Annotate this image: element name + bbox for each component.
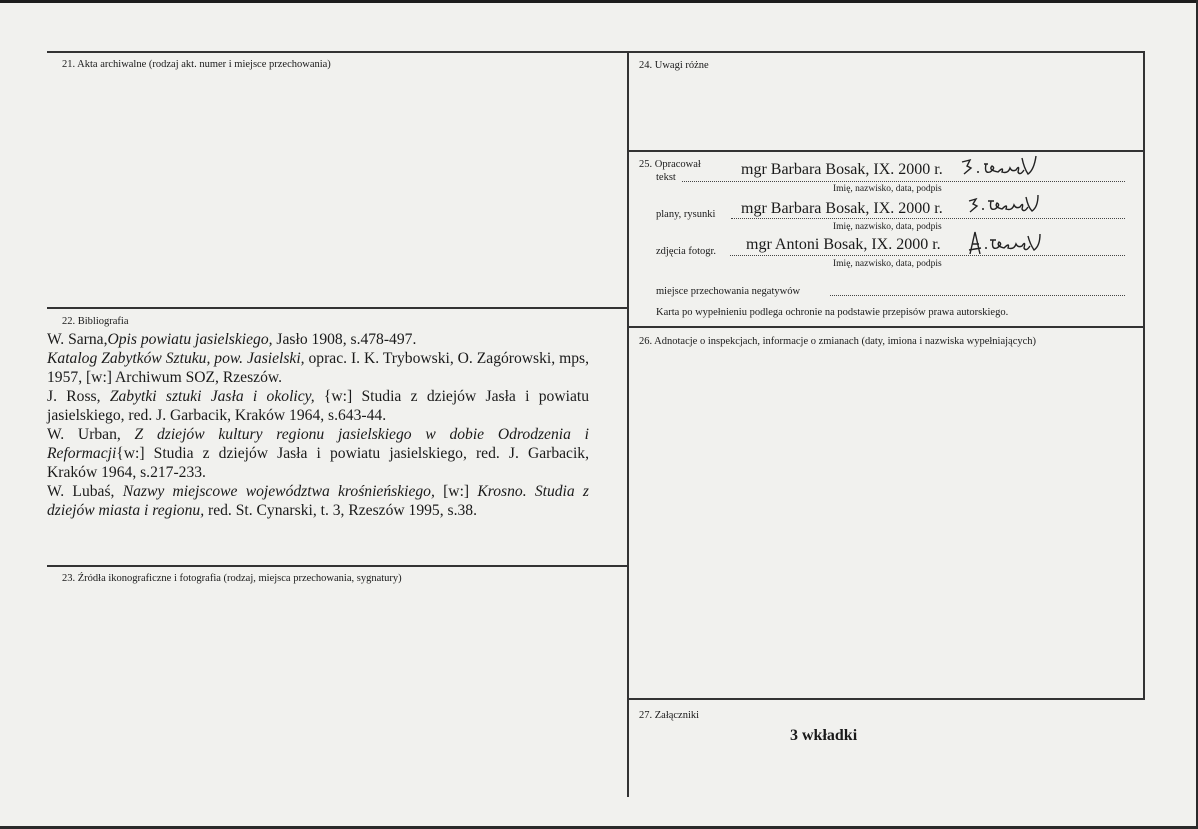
plans-author-caption: Imię, nazwisko, data, podpis — [833, 222, 942, 232]
copyright-note: Karta po wypełnieniu podlega ochronie na podstawie przepisów prawa autorskiego. — [656, 307, 1009, 318]
field-27-label: 27. Załączniki — [639, 710, 700, 721]
photos-author-caption: Imię, nazwisko, data, podpis — [833, 259, 942, 269]
rule-21-22 — [47, 307, 628, 309]
plans-author-signature — [966, 193, 1046, 221]
rule-25-26 — [628, 326, 1145, 328]
plans-author-label: plany, rysunki — [656, 209, 716, 220]
field-24-label: 24. Uwagi różne — [639, 60, 709, 71]
text-author-dotted-line — [682, 181, 1125, 182]
text-author-signature — [958, 152, 1048, 182]
rule-26-27 — [628, 698, 1145, 700]
photos-author-value: mgr Antoni Bosak, IX. 2000 r. — [746, 236, 941, 253]
field-25-label: 25. Opracował — [639, 159, 701, 170]
rule-22-23 — [47, 565, 628, 567]
bibliography-text — [47, 330, 589, 520]
field-23-label: 23. Źródła ikonograficzne i fotografia (rodzaj, miejsca przechowania, sygnatury) — [62, 573, 402, 584]
page-top-edge — [0, 0, 1198, 3]
negatives-label: miejsce przechowania negatywów — [656, 286, 801, 297]
bibliography-entry: W. Urban, Z dziejów kultury regionu jasielskiego w dobie Odrodzenia i Reformacji{w:] Studia z dziejów Jasła i powiatu jasielskiego, red. J. Garbacik, Kraków 1964, s.217-233. — [47, 426, 589, 481]
bibliography-entry: J. Ross, Zabytki sztuki Jasła i okolicy, {w:] Studia z dziejów Jasła i powiatu jasielskiego, red. J. Garbacik, Kraków 1964, s.643-44. — [47, 388, 589, 424]
bibliography-entry: W. Lubaś, Nazwy miejscowe województwa krośnieńskiego, [w:] Krosno. Studia z dziejów miasta i regionu, red. St. Cynarski, t. 3, Rzeszów 1995, s.38. — [47, 483, 589, 519]
top-rule — [47, 51, 1145, 53]
rule-24-25 — [628, 150, 1145, 152]
negatives-dotted-line — [830, 295, 1125, 296]
field-22-label: 22. Bibliografia — [62, 316, 129, 327]
field-21-label: 21. Akta archiwalne (rodzaj akt. numer i miejsce przechowania) — [62, 59, 331, 70]
photos-author-label: zdjęcia fotogr. — [656, 246, 717, 257]
text-author-caption: Imię, nazwisko, data, podpis — [833, 184, 942, 194]
center-divider — [627, 51, 629, 797]
right-border — [1143, 51, 1145, 699]
attachments-value: 3 wkładki — [790, 727, 858, 744]
photos-author-signature — [966, 228, 1046, 258]
photos-author-dotted-line — [730, 255, 1125, 256]
text-author-value: mgr Barbara Bosak, IX. 2000 r. — [741, 161, 943, 178]
text-author-label: tekst — [656, 172, 676, 183]
field-26-label: 26. Adnotacje o inspekcjach, informacje o zmianach (daty, imiona i nazwiska wypełniających) — [639, 336, 1037, 347]
plans-author-value: mgr Barbara Bosak, IX. 2000 r. — [741, 200, 943, 217]
bibliography-entry: Katalog Zabytków Sztuku, pow. Jasielski, oprac. I. K. Trybowski, O. Zagórowski, mps, 1957, [w:] Archiwum SOZ, Rzeszów. — [47, 350, 589, 386]
bibliography-entry: W. Sarna,Opis powiatu jasielskiego, Jasło 1908, s.478-497. — [47, 331, 417, 348]
plans-author-dotted-line — [731, 218, 1125, 219]
